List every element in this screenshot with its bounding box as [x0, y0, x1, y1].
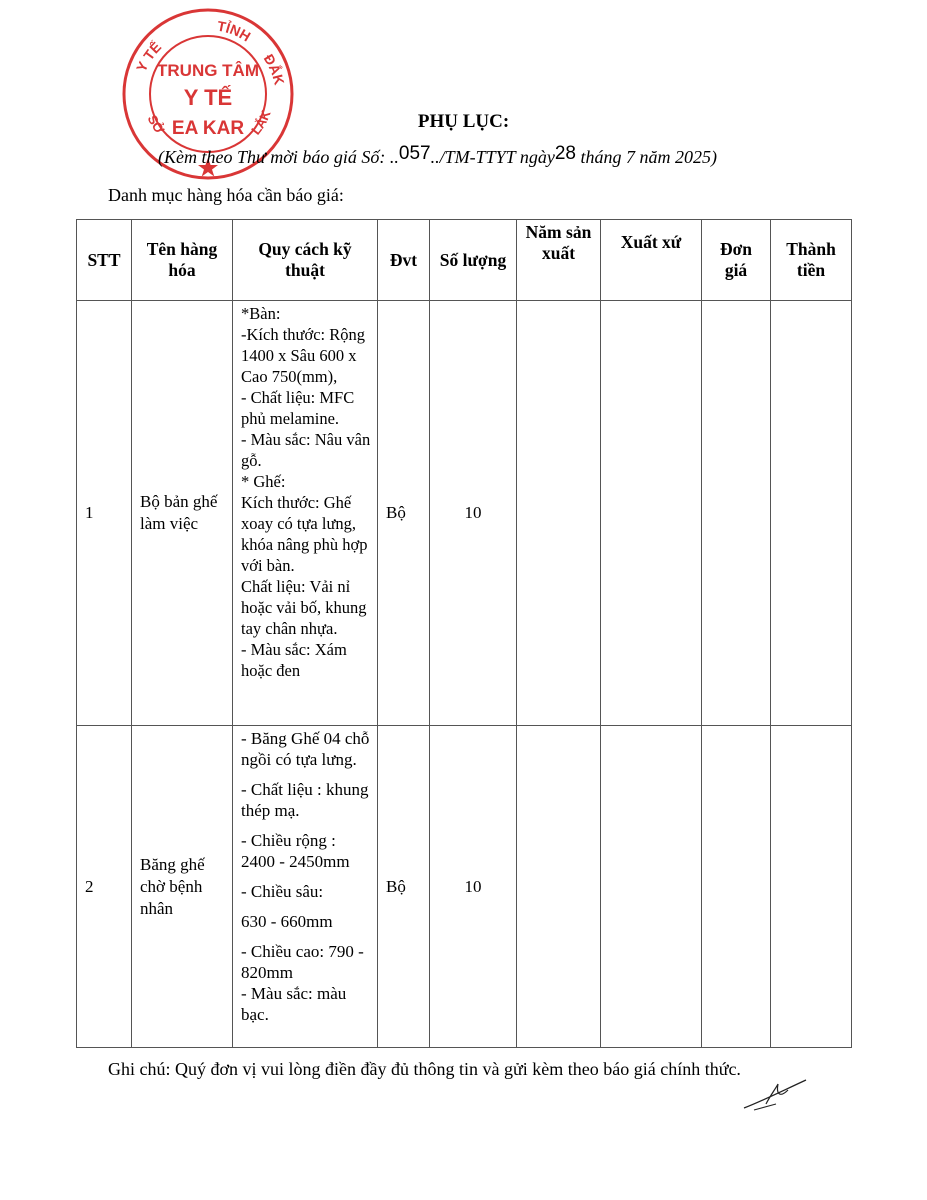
- spec-line: - Chiều sâu:: [241, 882, 324, 901]
- row-unit: Bộ: [378, 301, 430, 726]
- spec-line: - Băng Ghế 04 chỗ ngồi có tựa lưng.: [241, 729, 370, 769]
- subtitle-suffix: tháng 7 năm 2025): [575, 147, 717, 167]
- row-qty: 10: [430, 301, 517, 726]
- stamp-line2: Y TẾ: [183, 85, 233, 110]
- subtitle-prefix: (Kèm theo Thư mời báo giá Số:: [158, 147, 390, 167]
- spec-line: - Màu sắc: Nâu vân gỗ.: [241, 430, 371, 470]
- stamp-arc-right: ĐẮK: [260, 51, 288, 87]
- spec-line: - Màu sắc: màu bạc.: [241, 984, 347, 1024]
- signature-mark: [736, 1074, 812, 1114]
- spec-line: - Chiều rộng : 2400 - 2450mm: [241, 831, 350, 871]
- row-price: [702, 726, 771, 1048]
- row-year: [517, 301, 601, 726]
- spec-line: * Ghế:: [241, 472, 286, 491]
- stamp-arc-bottom-left: SỞ: [144, 112, 168, 137]
- spec-line: 630 - 660mm: [241, 912, 333, 931]
- document-reference: [158, 143, 717, 169]
- header-unit: Đvt: [378, 220, 430, 301]
- subtitle-dots-after: ../TM-TTYT ngày: [430, 147, 555, 167]
- spec-line: *Bàn:: [241, 304, 281, 323]
- footnote: Ghi chú: Quý đơn vị vui lòng điền đầy đủ thông tin và gửi kèm theo báo giá chính thức.: [108, 1059, 741, 1079]
- table-row: [77, 726, 852, 1048]
- document-number: 057: [398, 143, 431, 164]
- row-total: [771, 726, 852, 1048]
- stamp-line1: TRUNG TÂM: [157, 61, 259, 80]
- spec-line: Kích thước: Ghế xoay có tựa lưng, khóa nâng phù hợp với bàn.: [241, 493, 368, 575]
- spec-line: - Chất liệu : khung thép mạ.: [241, 780, 369, 820]
- row-name: Băng ghế chờ bệnh nhân: [132, 726, 233, 1048]
- header-stt: STT: [77, 220, 132, 301]
- goods-table: [76, 219, 852, 1048]
- row-origin: [601, 726, 702, 1048]
- spec-line: - Chiều cao: 790 - 820mm: [241, 942, 364, 982]
- row-unit: Bộ: [378, 726, 430, 1048]
- table-row: [77, 301, 852, 726]
- header-total: Thành tiền: [771, 220, 852, 301]
- row-spec: [233, 726, 378, 1048]
- header-spec: Quy cách kỹ thuật: [233, 220, 378, 301]
- header-year: Năm sản xuất: [517, 220, 601, 301]
- row-stt: 2: [77, 726, 132, 1048]
- row-year: [517, 726, 601, 1048]
- header-qty: Số lượng: [430, 220, 517, 301]
- page-title: PHỤ LỤC:: [417, 111, 510, 132]
- row-spec: [233, 301, 378, 726]
- row-total: [771, 301, 852, 726]
- spec-line: -Kích thước: Rộng 1400 x Sâu 600 x Cao 750(mm),: [241, 325, 365, 386]
- spec-line: Chất liệu: Vải nỉ hoặc vải bố, khung tay chân nhựa.: [241, 577, 367, 638]
- table-header-row: [77, 220, 852, 301]
- stamp-arc-left: Y TẾ: [132, 38, 165, 75]
- stamp-arc-bottom-right: LẮK: [248, 108, 274, 138]
- stamp-arc-top: TỈNH: [215, 17, 254, 45]
- stamp-line3: EA KAR: [171, 118, 245, 139]
- header-origin: Xuất xứ: [601, 220, 702, 301]
- spec-line: - Chất liệu: MFC phủ melamine.: [241, 388, 355, 428]
- subtitle-dots-before: ..: [389, 147, 399, 167]
- row-origin: [601, 301, 702, 726]
- row-price: [702, 301, 771, 726]
- spec-line: - Màu sắc: Xám hoặc đen: [241, 640, 347, 680]
- intro-text: Danh mục hàng hóa cần báo giá:: [108, 185, 344, 205]
- header-name: Tên hàng hóa: [132, 220, 233, 301]
- document-day: 28: [554, 143, 576, 164]
- row-name: Bộ bản ghế làm việc: [132, 301, 233, 726]
- row-qty: 10: [430, 726, 517, 1048]
- row-stt: 1: [77, 301, 132, 726]
- header-price: Đơn giá: [702, 220, 771, 301]
